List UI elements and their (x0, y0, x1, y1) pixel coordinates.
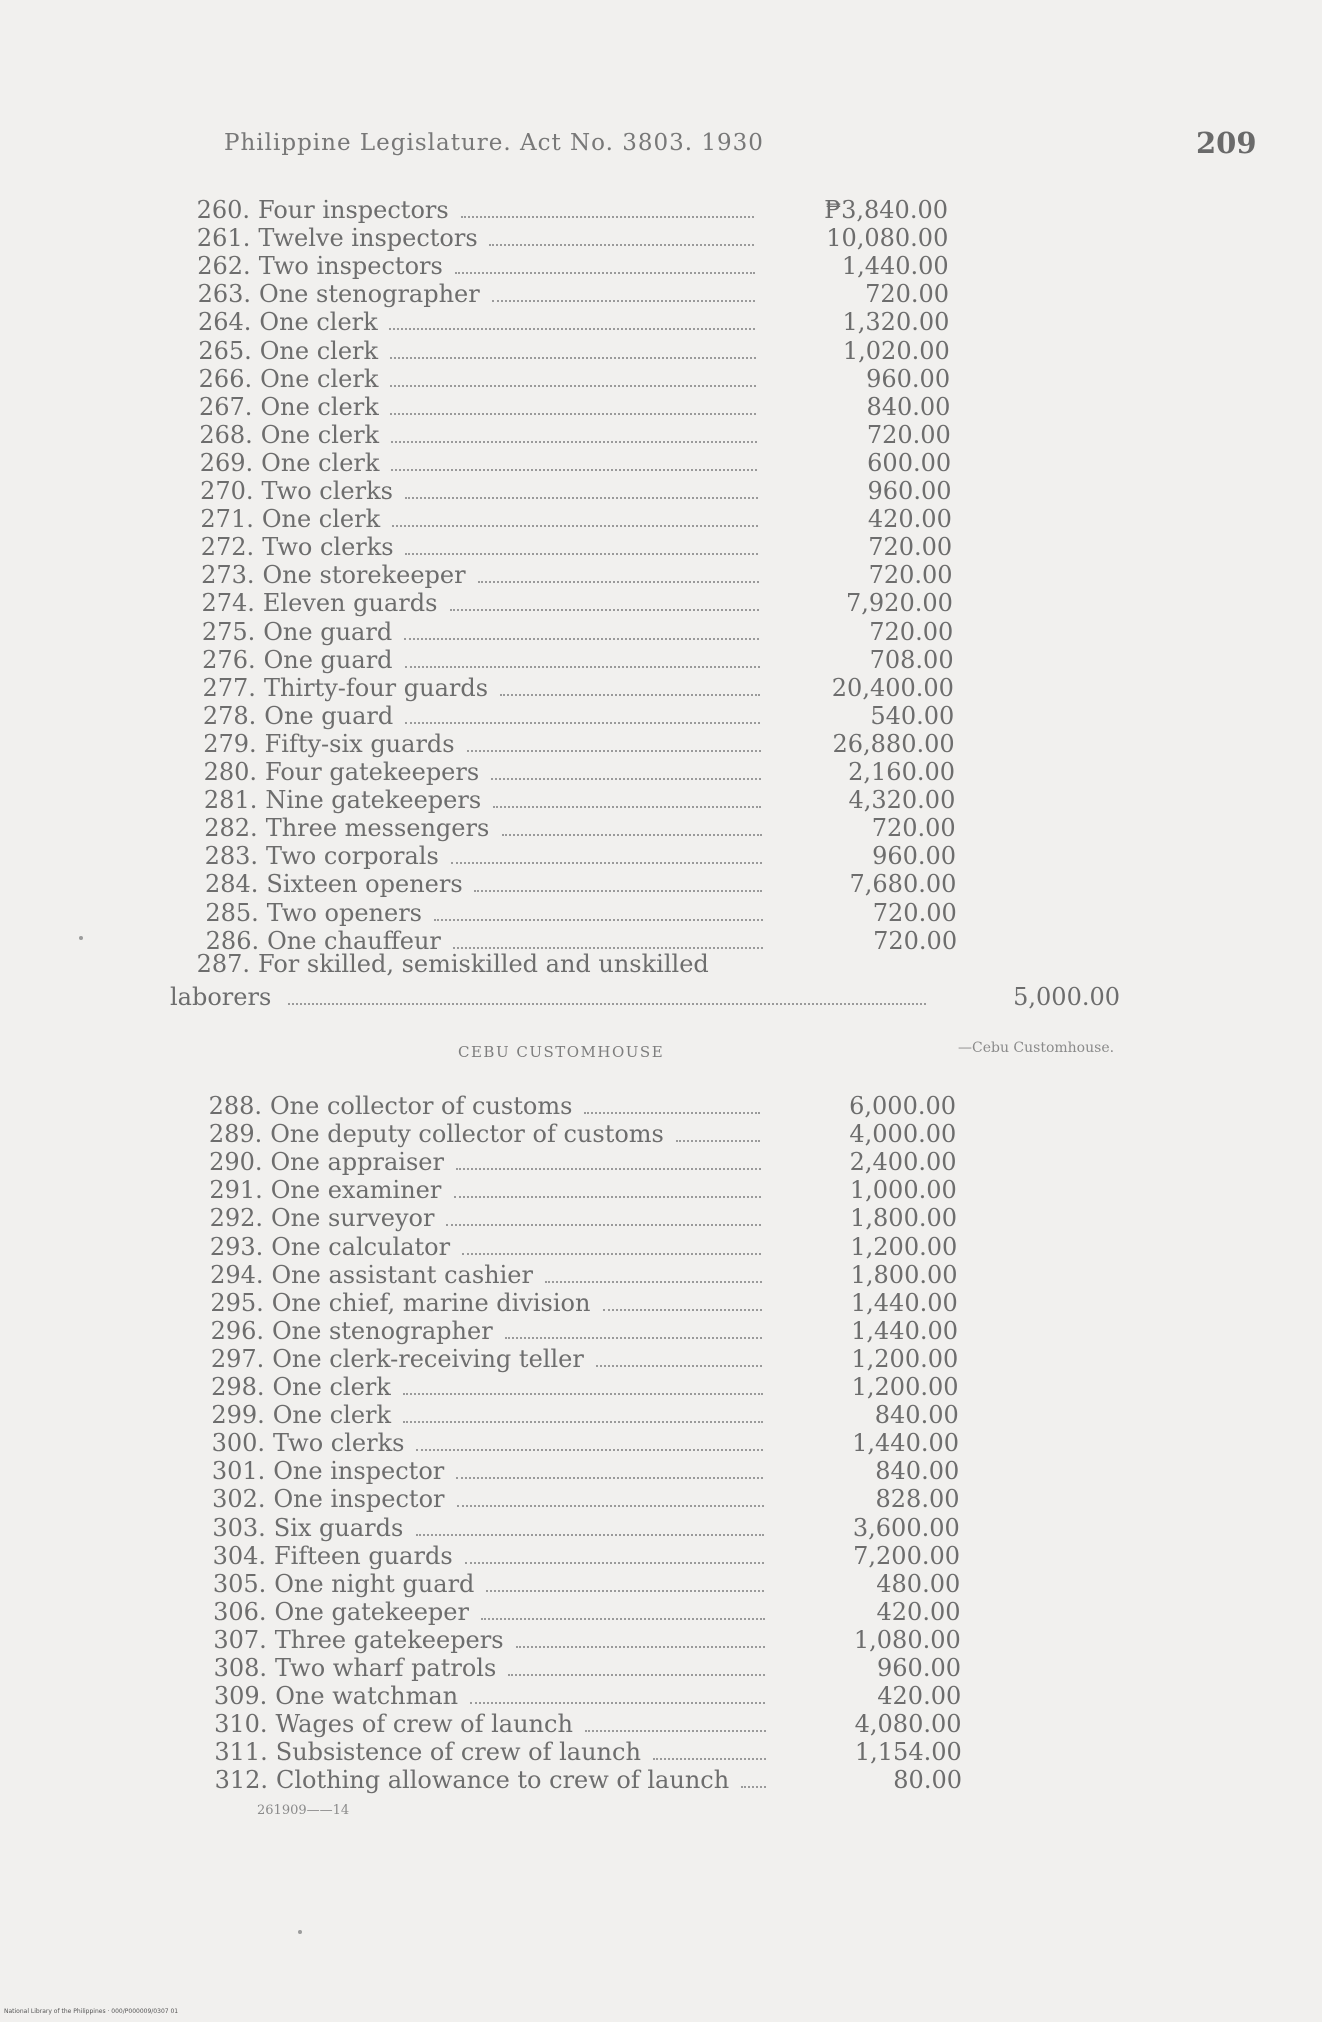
item-description: One guard (264, 701, 394, 730)
item-amount: 2,160.00 (848, 758, 955, 786)
appropriation-item (203, 1626, 1103, 1654)
item-number: 261. (196, 224, 251, 253)
item-amount: 720.00 (871, 814, 956, 843)
item-number: 278. (202, 701, 257, 730)
appropriation-item (201, 1429, 1101, 1457)
item-number: 271. (200, 505, 254, 534)
item-number: 272. (200, 533, 255, 562)
dot-leader (457, 1505, 764, 1507)
running-header: Philippine Legislature. Act No. 3803. 1930 (224, 130, 764, 156)
item-amount: 26,880.00 (832, 729, 955, 758)
item-number: 294. (210, 1260, 264, 1289)
item-description: Two corporals (266, 842, 439, 871)
item-number: 300. (211, 1429, 265, 1458)
dot-leader (481, 1618, 765, 1620)
dot-leader (508, 1674, 765, 1676)
item-number: 267. (199, 392, 253, 421)
dot-leader (392, 525, 758, 527)
item-description: One gatekeeper (274, 1597, 469, 1626)
appropriation-item (201, 1373, 1101, 1401)
item-description: One chauffeur (267, 926, 441, 955)
item-amount: 7,200.00 (853, 1541, 960, 1570)
item-amount: 4,080.00 (854, 1710, 962, 1739)
item-number: 284. (204, 870, 259, 899)
item-number: 308. (213, 1654, 267, 1682)
appropriation-item (199, 1233, 1099, 1261)
item-amount: 1,440.00 (852, 1429, 959, 1458)
dot-leader (492, 300, 755, 302)
item-amount: 1,320.00 (842, 308, 950, 337)
item-number: 269. (199, 448, 254, 477)
dot-leader (474, 890, 762, 892)
item-number: 311. (214, 1738, 268, 1767)
dot-leader (456, 1168, 761, 1170)
printer-code: 261909——14 (257, 1803, 350, 1818)
item-amount: 4,000.00 (849, 1120, 957, 1149)
item-amount: 80.00 (893, 1766, 962, 1795)
appropriation-item (191, 589, 1091, 617)
appropriation-item (188, 365, 1088, 393)
item-number: 301. (211, 1457, 266, 1486)
item-description: Three messengers (265, 814, 490, 843)
item-number: 270. (200, 477, 254, 505)
item-amount: 4,320.00 (848, 786, 956, 815)
dot-leader (455, 272, 755, 274)
item-amount: 1,200.00 (851, 1344, 959, 1373)
item-number: 302. (212, 1485, 266, 1514)
item-amount: 840.00 (875, 1457, 960, 1486)
scan-credit: National Library of the Philippines · 000/P000009/0307 01 (4, 2008, 179, 2015)
dot-leader (405, 722, 760, 724)
appropriation-item (186, 224, 1086, 252)
dot-leader (502, 834, 762, 836)
item-description: One night guard (274, 1569, 475, 1598)
item-description: Twelve inspectors (258, 224, 478, 253)
item-amount: 20,400.00 (831, 673, 954, 702)
item-description: One examiner (270, 1176, 442, 1205)
dot-leader (500, 694, 760, 696)
appropriation-item (204, 1710, 1104, 1738)
item-number: 266. (198, 364, 253, 393)
dot-leader (461, 216, 754, 218)
item-amount: 1,154.00 (854, 1738, 962, 1767)
item-number: 295. (210, 1288, 264, 1317)
item-number: 287. (196, 950, 250, 978)
item-amount: 960.00 (872, 842, 957, 871)
item-description: Two wharf patrols (275, 1654, 497, 1682)
item-number: 290. (209, 1148, 263, 1177)
item-description: One appraiser (270, 1148, 444, 1177)
dot-leader (462, 1253, 761, 1255)
item-amount: 420.00 (877, 1682, 962, 1711)
item-number: 283. (204, 842, 259, 871)
item-description: Clothing allowance to crew of launch (276, 1766, 730, 1795)
item-description: Fifty-six guards (264, 729, 455, 758)
item-amount: 6,000.00 (849, 1092, 956, 1120)
appropriation-item (202, 1485, 1102, 1513)
item-amount: 720.00 (866, 420, 951, 449)
appropriation-item (204, 1738, 1104, 1766)
appropriation-item (203, 1682, 1103, 1710)
dot-leader (446, 1224, 761, 1226)
item-number: 260. (196, 196, 250, 224)
item-amount: 720.00 (865, 280, 950, 309)
item-amount: 600.00 (867, 448, 952, 477)
dot-leader (434, 919, 763, 921)
dot-leader (450, 609, 759, 611)
dot-leader (389, 328, 755, 330)
item-number: 296. (210, 1316, 264, 1345)
item-amount: 720.00 (869, 617, 954, 646)
item-number: 304. (212, 1541, 266, 1570)
item-amount: 960.00 (877, 1654, 961, 1682)
item-description: Thirty-four guards (263, 673, 489, 702)
dot-leader (451, 862, 762, 864)
item-number: 282. (204, 814, 258, 843)
dot-leader (405, 497, 758, 499)
dot-leader (584, 1112, 760, 1114)
item-number: 297. (210, 1344, 265, 1373)
item-description: Two inspectors (258, 252, 443, 281)
item-number: 288. (208, 1092, 262, 1120)
item-description: One watchman (275, 1682, 459, 1711)
appropriation-item (204, 1766, 1104, 1794)
paper-speck (79, 936, 83, 940)
dot-leader (391, 469, 757, 471)
item-description: Three gatekeepers (274, 1625, 504, 1654)
appropriation-item (199, 1176, 1099, 1204)
page-number: 209 (1196, 126, 1257, 160)
appropriation-item (188, 337, 1088, 365)
dot-leader (453, 947, 763, 949)
dot-leader (491, 778, 761, 780)
item-number: 298. (211, 1373, 265, 1401)
appropriation-item (189, 421, 1089, 449)
dot-leader (596, 1365, 762, 1367)
dot-leader (416, 1534, 764, 1536)
item-amount: 840.00 (874, 1401, 959, 1430)
appropriation-item (190, 533, 1090, 561)
dot-leader (456, 1477, 763, 1479)
item-number: 263. (197, 280, 252, 309)
section-heading: CEBU CUSTOMHOUSE (458, 1043, 665, 1061)
appropriation-item (194, 814, 1094, 842)
item-number: 279. (203, 729, 257, 758)
dot-leader (585, 1730, 766, 1732)
item-amount: 7,680.00 (849, 870, 957, 899)
dot-leader (486, 1590, 764, 1592)
item-number: 262. (197, 252, 251, 281)
item-amount: 840.00 (866, 392, 951, 421)
item-number: 277. (202, 673, 256, 702)
dot-leader (465, 1562, 764, 1564)
item-number: 264. (197, 308, 252, 337)
dot-leader (390, 385, 756, 387)
item-number: 291. (209, 1176, 263, 1205)
dot-leader (676, 1140, 760, 1142)
appropriation-item (200, 1289, 1100, 1317)
appropriation-item (200, 1317, 1100, 1345)
item-description: One surveyor (271, 1204, 435, 1233)
item-description: Sixteen openers (266, 870, 463, 899)
item-amount: 1,800.00 (850, 1260, 958, 1289)
dot-leader (391, 441, 757, 443)
item-description: For skilled, semiskilled and unskilled (258, 950, 709, 978)
appropriation-item (201, 1401, 1101, 1429)
item-description: One deputy collector of customs (270, 1120, 664, 1149)
item-amount: 720.00 (868, 533, 953, 562)
appropriation-item (202, 1542, 1102, 1570)
item-amount: 1,020.00 (842, 336, 950, 365)
dot-leader (405, 553, 758, 555)
appropriation-item (193, 730, 1093, 758)
dot-leader (454, 1196, 761, 1198)
item-amount: 720.00 (868, 561, 953, 590)
item-number: 310. (214, 1710, 268, 1739)
appropriation-item (201, 1457, 1101, 1485)
item-description: One assistant cashier (271, 1260, 533, 1289)
item-amount: 1,000.00 (849, 1176, 957, 1205)
item-amount: 10,080.00 (826, 224, 949, 253)
item-description: One collector of customs (270, 1092, 573, 1120)
appropriation-item (193, 786, 1093, 814)
item-description: Wages of crew of launch (275, 1710, 573, 1739)
item-description: Fifteen guards (274, 1541, 453, 1570)
item-description: One clerk (260, 392, 379, 421)
dot-leader (505, 1337, 762, 1339)
appropriation-item (202, 1570, 1102, 1598)
item-description: One inspector (273, 1457, 445, 1486)
item-amount: 420.00 (867, 505, 952, 534)
dot-leader (545, 1281, 762, 1283)
item-description: One guard (263, 645, 393, 674)
item-description: One inspector (273, 1485, 445, 1514)
dot-leader (390, 357, 756, 359)
item-amount: 1,440.00 (850, 1288, 958, 1317)
item-description: One chief, marine division (271, 1288, 591, 1317)
dot-leader (653, 1758, 766, 1760)
item-description: Four gatekeepers (265, 758, 480, 786)
appropriation-item (194, 842, 1094, 870)
item-amount: 420.00 (876, 1597, 961, 1626)
dot-leader (467, 750, 761, 752)
item-number: 303. (212, 1513, 266, 1542)
appropriation-item (200, 1345, 1100, 1373)
item-number: 276. (202, 645, 256, 674)
dot-leader (470, 1702, 765, 1704)
item-number: 305. (212, 1569, 267, 1598)
item-amount: 1,200.00 (851, 1373, 959, 1401)
item-description: One clerk (272, 1401, 392, 1430)
item-description: One clerk (259, 308, 378, 337)
item-amount: 3,600.00 (852, 1513, 960, 1542)
appropriation-item (192, 702, 1092, 730)
appropriation-item (203, 1654, 1103, 1682)
appropriation-item (188, 393, 1088, 421)
item-description: One stenographer (259, 280, 480, 309)
dot-leader (288, 1003, 926, 1005)
item-description: Two clerks (262, 533, 394, 562)
item-amount: 708.00 (869, 645, 954, 674)
item-amount: 540.00 (870, 701, 955, 730)
dot-leader (405, 666, 760, 668)
appropriation-item (199, 1148, 1099, 1176)
item-description-continued: laborers (170, 983, 272, 1011)
item-description: Four inspectors (258, 196, 449, 224)
dot-leader (403, 1421, 763, 1423)
item-number: 273. (201, 561, 255, 590)
appropriation-item (187, 280, 1087, 308)
item-description: One storekeeper (262, 561, 466, 590)
item-number: 309. (213, 1682, 268, 1711)
item-description: One clerk (272, 1373, 391, 1401)
item-amount: 1,200.00 (850, 1232, 958, 1261)
item-amount: 720.00 (873, 926, 958, 955)
paper-speck (298, 1930, 302, 1934)
appropriation-item (192, 674, 1092, 702)
item-description: One stenographer (272, 1316, 493, 1345)
dot-leader (603, 1309, 762, 1311)
item-amount: 960.00 (867, 477, 952, 505)
appropriation-item (191, 618, 1091, 646)
appropriation-item (198, 1120, 1098, 1148)
item-description: One calculator (271, 1232, 451, 1261)
item-number: 306. (213, 1597, 267, 1626)
item-number: 286. (205, 926, 260, 955)
item-amount: 5,000.00 (1013, 983, 1120, 1011)
item-description: Two openers (266, 898, 422, 927)
item-number: 281. (203, 786, 258, 815)
appropriation-item (192, 646, 1092, 674)
item-description: One clerk (261, 505, 381, 534)
item-287-first-line (186, 950, 786, 978)
item-amount: 1,080.00 (853, 1625, 961, 1654)
item-description: One guard (263, 617, 393, 646)
item-description: One clerk (260, 420, 380, 449)
item-amount: 828.00 (875, 1485, 960, 1514)
appropriation-item (187, 252, 1087, 280)
item-number: 280. (203, 758, 257, 786)
appropriation-item (189, 449, 1089, 477)
item-description: One clerk-receiving teller (272, 1344, 584, 1373)
item-description: Eleven guards (262, 589, 438, 618)
item-number: 292. (209, 1204, 263, 1233)
item-number: 293. (209, 1232, 264, 1261)
appropriation-item (193, 758, 1093, 786)
item-number: 312. (214, 1766, 268, 1795)
item-number: 274. (201, 589, 255, 618)
item-number: 268. (199, 420, 253, 449)
item-number: 265. (198, 336, 252, 365)
dot-leader (416, 1449, 763, 1451)
appropriation-item (200, 1261, 1100, 1289)
dot-leader (493, 806, 761, 808)
appropriation-item (191, 561, 1091, 589)
dot-leader (403, 1393, 763, 1395)
item-amount: 960.00 (866, 364, 951, 393)
appropriation-item (195, 899, 1095, 927)
dot-leader (489, 244, 754, 246)
item-description: Two clerks (261, 477, 393, 505)
appropriation-item (203, 1598, 1103, 1626)
margin-note: —Cebu Customhouse. (958, 1040, 1115, 1056)
item-description: Subsistence of crew of launch (275, 1738, 641, 1767)
item-amount: 1,440.00 (851, 1316, 958, 1345)
dot-leader (404, 638, 759, 640)
appropriation-item (194, 870, 1094, 898)
appropriation-item (199, 1204, 1099, 1232)
item-amount: 720.00 (872, 898, 957, 927)
item-number: 299. (211, 1401, 265, 1430)
dot-leader (390, 413, 756, 415)
appropriation-item (202, 1514, 1102, 1542)
dot-leader (741, 1786, 766, 1788)
item-description: Nine gatekeepers (265, 786, 482, 815)
dot-leader (478, 581, 759, 583)
item-description: One clerk (261, 448, 380, 477)
item-amount: 1,440.00 (841, 252, 949, 281)
item-amount: 1,800.00 (850, 1204, 957, 1233)
appropriation-item (198, 1092, 1098, 1120)
item-amount: 480.00 (876, 1569, 961, 1598)
item-287-second-line (170, 983, 1120, 1011)
item-amount: 2,400.00 (849, 1148, 957, 1177)
item-number: 289. (208, 1120, 263, 1149)
item-description: Two clerks (273, 1429, 405, 1458)
appropriation-item (186, 196, 1086, 224)
item-description: One clerk (260, 364, 379, 393)
item-number: 285. (205, 898, 259, 927)
item-amount: ₱3,840.00 (824, 196, 948, 224)
item-number: 307. (213, 1625, 267, 1654)
item-description: Six guards (273, 1513, 404, 1542)
dot-leader (516, 1646, 765, 1648)
item-amount: 7,920.00 (846, 589, 953, 618)
item-number: 275. (201, 617, 256, 646)
item-description: One clerk (259, 336, 379, 365)
appropriation-item (190, 505, 1090, 533)
appropriation-item (190, 477, 1090, 505)
appropriation-item (187, 308, 1087, 336)
